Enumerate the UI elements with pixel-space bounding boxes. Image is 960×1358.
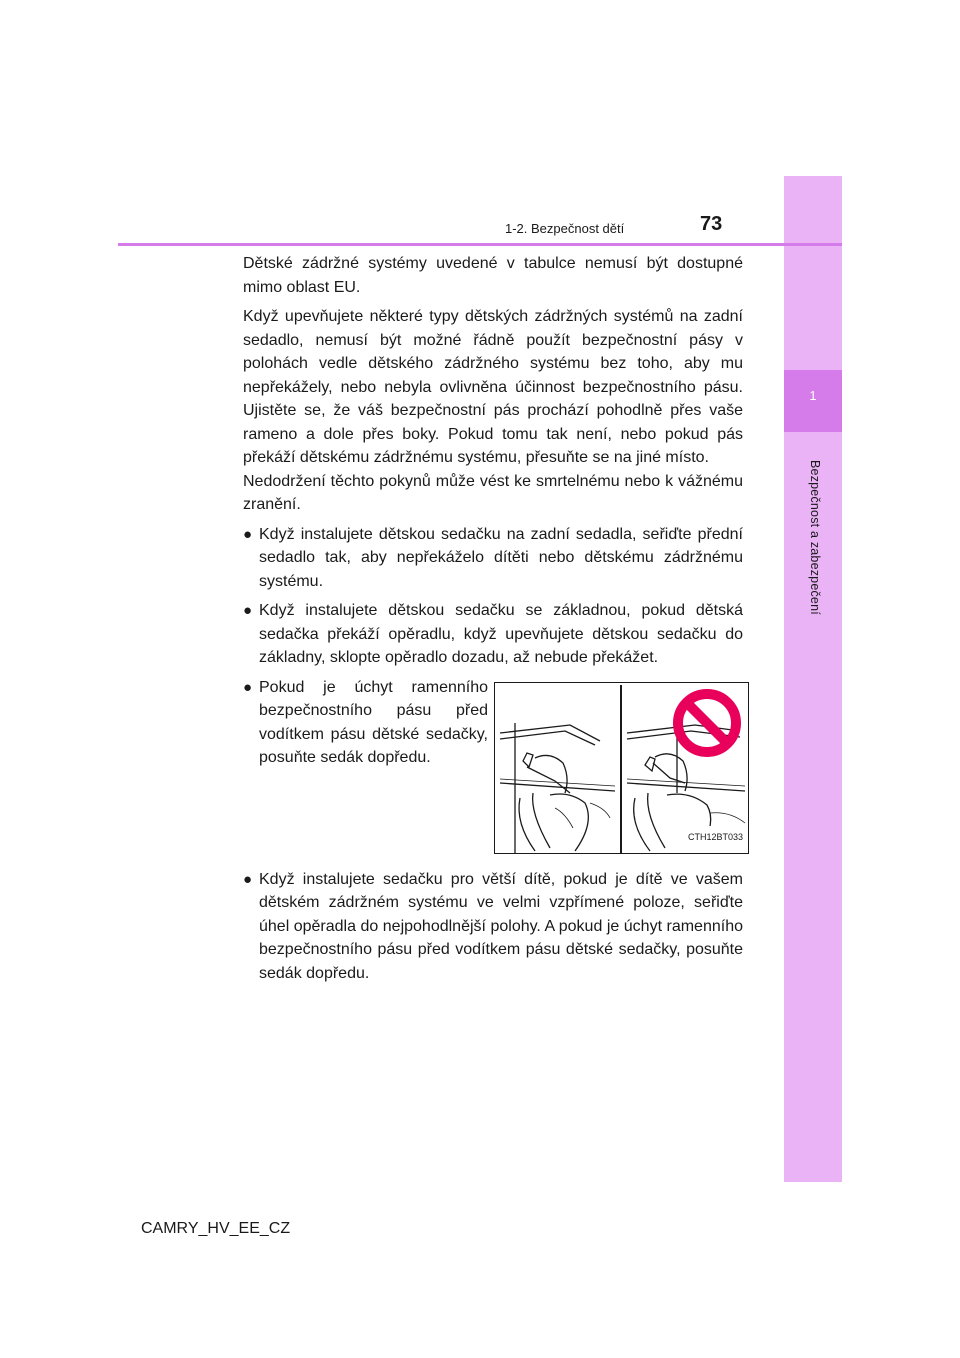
chapter-number: 1: [809, 388, 817, 403]
list-item-text: Když instalujete dětskou sedačku na zadní sedadla, seřiďte přední sedadlo tak, aby nepřekáželo dítěti nebo dětskému zádržnému systému.: [259, 525, 743, 590]
bullet-icon: ●: [243, 525, 253, 543]
section-title: 1-2. Bezpečnost dětí: [505, 221, 625, 236]
prohibition-icon: [678, 694, 736, 752]
list-item-text: Pokud je úchyt ramenního bezpečnostního pásu před vodítkem pásu dětské sedačky, posuňte sedák dopředu.: [259, 678, 488, 766]
chapter-title: Bezpečnost a zabezpečení: [808, 460, 822, 615]
figure-row: [243, 676, 743, 862]
bullet-icon: ●: [243, 678, 253, 696]
paragraph: Dětské zádržné systémy uvedené v tabulce nemusí být dostupné mimo oblast EU.: [243, 255, 743, 296]
figure-code: CTH12BT033: [687, 826, 744, 850]
bullet-icon: ●: [243, 870, 253, 888]
list-item: [243, 868, 743, 986]
bullet-icon: ●: [243, 602, 253, 619]
list-item-text: Když instalujete sedačku pro větší dítě, pokud je dítě ve vašem dětském zádržném systému ve velmi vzpřímené poloze, seřiďte úhel opěradla do nejpohodlnější polohy. A pokud je úchyt ramenního bezpečnostního pásu před vodítkem pásu dětské sedačky, posuňte sedák dopředu.: [259, 870, 743, 982]
list-item: [243, 599, 743, 670]
header-divider: [118, 243, 842, 246]
main-content: [243, 252, 743, 991]
list-item: [243, 523, 743, 594]
page-number: 73: [700, 213, 723, 235]
model-code: CAMRY_HV_EE_CZ: [141, 1220, 291, 1237]
paragraph: Nedodržení těchto pokynů může vést ke smrtelnému nebo k vážnému zranění.: [243, 472, 743, 513]
paragraph: Když upevňujete některé typy dětských zádržných systémů na zadní sedadlo, nemusí být možné řádně použít bezpečnostní pásy v polohách vedle dětského zádržného systému bez toho, aby mu nepřekážely, nebo nebyla ovlivněna účinnost bezpečnostního pásu. Ujistěte se, že váš bezpečnostní pás prochází pohodlně přes vaše rameno a dole přes boky. Pokud tomu tak není, nebo pokud pás překáží dětskému zádržnému systému, přesuňte se na jiné místo.: [243, 308, 743, 466]
seat-belt-illustration: [494, 682, 749, 854]
list-item-text: Když instalujete dětskou sedačku se základnou, pokud dětská sedačka překáží opěradlu, když upevňujete dětskou sedačku do základny, sklopte opěradlo dozadu, až nebude překážet.: [259, 602, 743, 666]
chapter-side-tab: [784, 176, 842, 1182]
